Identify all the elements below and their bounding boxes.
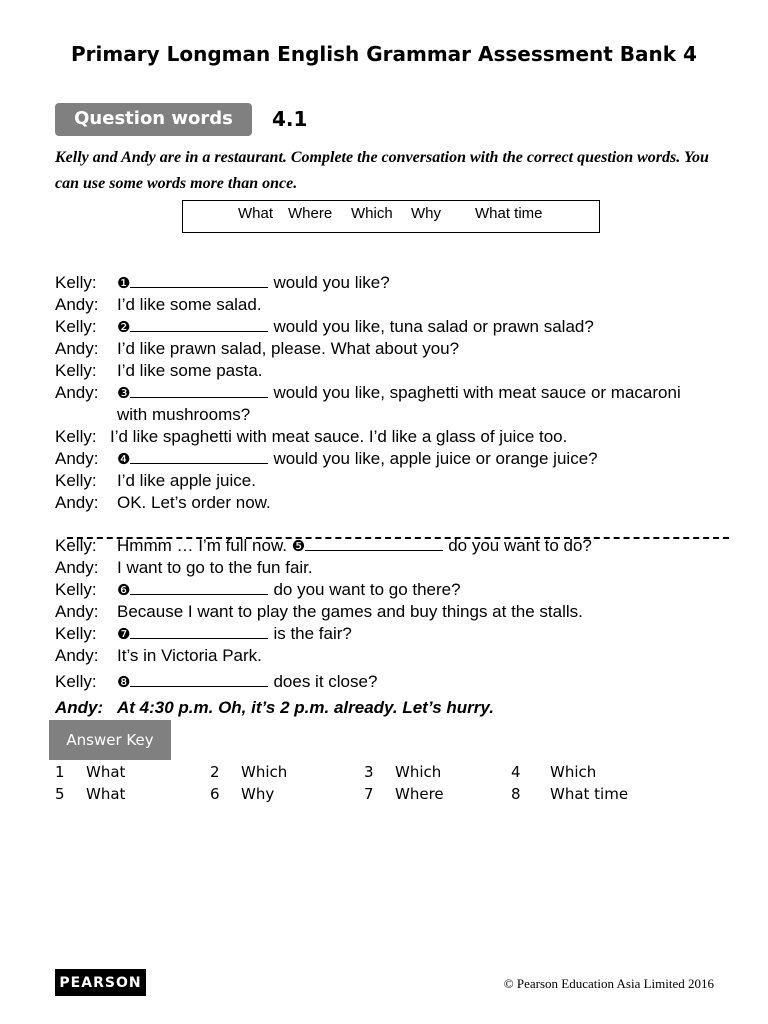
speaker: Andy: (55, 493, 99, 512)
word-option: Why (411, 205, 441, 222)
speaker: Kelly: (55, 536, 97, 555)
line-text: I’d like apple juice. (117, 471, 256, 490)
speaker: Kelly: (55, 580, 97, 599)
line-text: do you want to do? (448, 536, 592, 555)
answer-number: 8 (511, 785, 521, 803)
line-text: I’d like some salad. (117, 295, 262, 314)
line-text: does it close? (273, 672, 378, 691)
line-text: I’d like spaghetti with meat sauce. I’d like a glass of juice too. (110, 427, 568, 446)
answer-blank[interactable] (305, 536, 443, 551)
answer-word: Why (241, 785, 275, 803)
line-text: Hmmm … I’m full now. (117, 536, 288, 555)
speaker: Kelly: (55, 471, 97, 490)
speaker: Kelly: (55, 317, 97, 336)
answer-word: What (86, 785, 126, 803)
line-text: At 4:30 p.m. Oh, it’s 2 p.m. already. Let’s hurry. (117, 698, 494, 717)
answer-blank[interactable] (130, 449, 268, 464)
dialogue-line (117, 624, 352, 644)
speaker: Andy: (55, 383, 99, 402)
speaker: Andy: (55, 698, 104, 717)
answer-blank[interactable] (130, 273, 268, 288)
dialogue-line (117, 536, 592, 556)
answer-number: 7 (364, 785, 374, 803)
answer-word: What (86, 763, 126, 781)
speaker: Kelly: (55, 427, 97, 446)
speaker: Andy: (55, 295, 99, 314)
answer-blank[interactable] (130, 672, 268, 687)
line-text: OK. Let’s order now. (117, 493, 271, 512)
line-text: would you like? (273, 273, 390, 292)
word-box (182, 200, 600, 233)
line-text: is the fair? (273, 624, 352, 643)
dialogue-line (117, 672, 377, 692)
answer-word: Which (395, 763, 442, 781)
dialogue-line (117, 273, 390, 293)
line-text: I’d like some pasta. (117, 361, 263, 380)
word-option: Which (351, 205, 393, 222)
line-text: would you like, apple juice or orange juice? (273, 449, 598, 468)
answer-word: Which (241, 763, 288, 781)
dialogue-line (117, 449, 598, 469)
answer-word: Where (395, 785, 444, 803)
pearson-logo: PEARSON (55, 969, 146, 996)
number-marker: ❹ (117, 451, 131, 468)
answer-blank[interactable] (130, 580, 268, 595)
line-text: would you like, tuna salad or prawn salad? (273, 317, 594, 336)
page-title: Primary Longman English Grammar Assessment Bank 4 (71, 42, 697, 66)
unit-number: 4.1 (272, 107, 308, 131)
number-marker: ❼ (117, 626, 131, 643)
dialogue-line (117, 580, 461, 600)
speaker: Kelly: (55, 624, 97, 643)
line-text: with mushrooms? (117, 405, 251, 424)
speaker: Kelly: (55, 672, 97, 691)
line-text: I want to go to the fun fair. (117, 558, 313, 577)
word-option: What (238, 205, 274, 222)
number-marker: ❽ (117, 674, 131, 691)
line-text: I’d like prawn salad, please. What about you? (117, 339, 460, 358)
instructions: Kelly and Andy are in a restaurant. Complete the conversation with the correct question words. You can use some words more than once. (55, 149, 709, 192)
answer-number: 5 (55, 785, 65, 803)
word-option: What time (475, 205, 543, 222)
speaker: Andy: (55, 339, 99, 358)
speaker: Andy: (55, 646, 99, 665)
number-marker: ❻ (117, 582, 131, 599)
answer-key-badge: Answer Key (49, 720, 171, 760)
answer-number: 4 (511, 763, 521, 781)
answer-number: 6 (210, 785, 220, 803)
speaker: Kelly: (55, 361, 97, 380)
answer-blank[interactable] (130, 383, 268, 398)
section-badge: Question words (55, 103, 252, 136)
answer-word: What time (550, 785, 629, 803)
number-marker: ❷ (117, 319, 131, 336)
answer-blank[interactable] (130, 624, 268, 639)
answer-number: 1 (55, 763, 65, 781)
copyright-notice: © Pearson Education Asia Limited 2016 (503, 976, 714, 991)
line-text: Because I want to play the games and buy things at the stalls. (117, 602, 583, 621)
number-marker: ❺ (291, 538, 306, 555)
line-text: would you like, spaghetti with meat sauce or macaroni (273, 383, 681, 402)
answer-word: Which (550, 763, 597, 781)
answer-number: 3 (364, 763, 374, 781)
number-marker: ❶ (117, 275, 131, 292)
number-marker: ❸ (117, 385, 131, 402)
speaker: Andy: (55, 558, 99, 577)
dialogue-line (117, 383, 681, 403)
speaker: Andy: (55, 449, 99, 468)
line-text: It’s in Victoria Park. (117, 646, 262, 665)
line-text: do you want to go there? (273, 580, 461, 599)
dialogue-line (117, 317, 594, 337)
answer-number: 2 (210, 763, 220, 781)
speaker: Kelly: (55, 273, 97, 292)
answer-blank[interactable] (130, 317, 268, 332)
word-option: Where (288, 205, 333, 222)
speaker: Andy: (55, 602, 99, 621)
